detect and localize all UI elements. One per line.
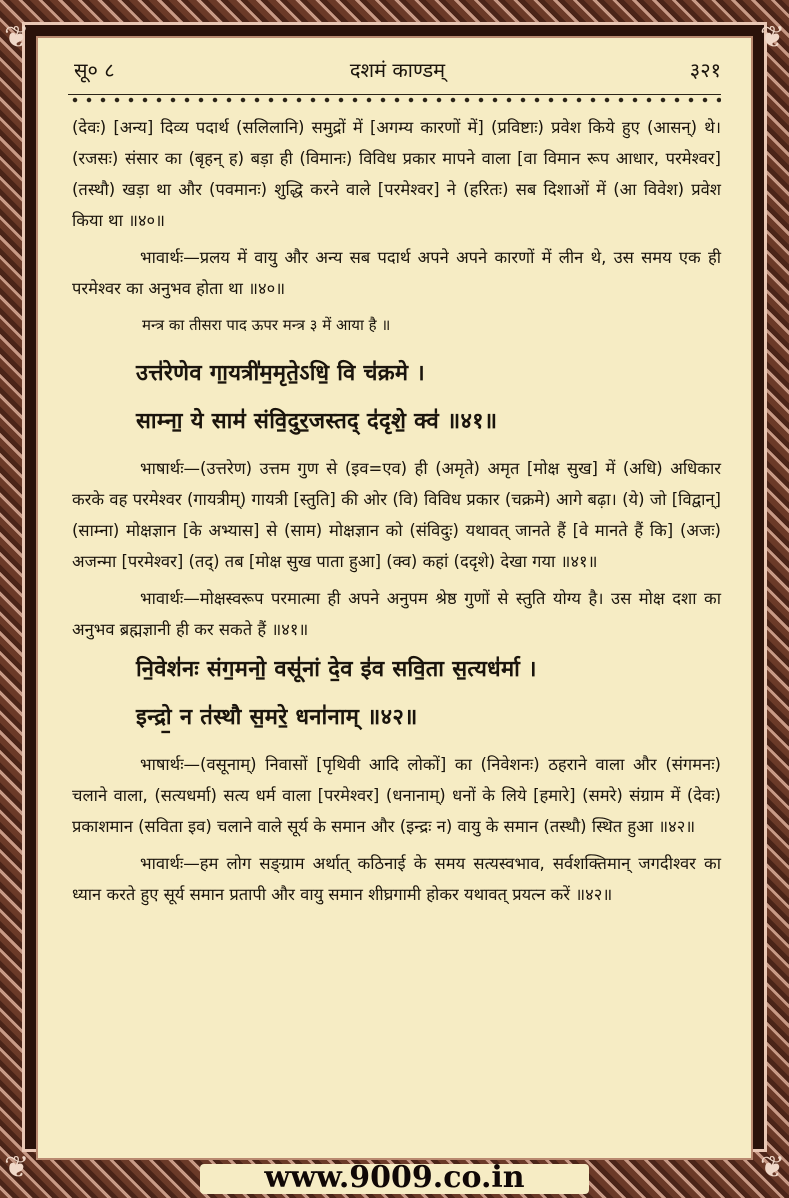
page-body (72, 112, 721, 910)
book-page (36, 36, 753, 1160)
footer-url: www.9009.co.in (264, 1160, 525, 1195)
bhavartha-41: भावार्थः—मोक्षस्वरूप परमात्मा ही अपने अनुपम श्रेष्ठ गुणों से स्तुति योग्य है। उस मोक्ष दशा का अनुभव ब्रह्मज्ञानी ही कर सकते हैं ॥४१॥ (72, 589, 721, 639)
corner-ornament-top-left: ❦ (4, 20, 30, 55)
page-number: ३२१ (689, 58, 721, 82)
bhavartha-40: भावार्थः—प्रलय में वायु और अन्य सब पदार्थ अपने अपने कारणों में लीन थे, उस समय एक ही परमेश्वर का अनुभव होता था ॥४०॥ (72, 248, 721, 298)
mantra-note: मन्त्र का तीसरा पाद ऊपर मन्त्र ३ में आया है ॥ (142, 316, 391, 334)
mantra-42-line-1: नि॒वेश॑नः संग॒मनो॒ वसू॑नां दे॒व इ॑व सवि॒ता स॒त्यध॑र्मा । (136, 656, 537, 682)
mantra-41-line-2: साम्ना॒ ये साम॑ संवि॒दुर॒जस्तद् द॑दृशे॒ क्व॑ ॥४१॥ (136, 408, 498, 434)
translation-40: (देवः) [अन्य] दिव्य पदार्थ (सलिलानि) समुद्रों में [अगम्य कारणों में] (प्रविष्टाः) प्रवेश किये हुए (आसन्) थे। (रजसः) संसार का (बृहन् ह) बड़ा ही (विमानः) विविध प्रकार मापने वाला [वा विमान रूप आधार, परमेश्वर] (तस्थौ) खड़ा था और (पवमानः) शुद्धि करने वाले [परमेश्वर] ने (हरितः) सब दिशाओं में (आ विवेश) प्रवेश किया था ॥४०॥ (72, 118, 721, 230)
corner-ornament-bottom-left: ❦ (4, 1150, 30, 1185)
page-header (74, 56, 721, 90)
bhavartha-42: भावार्थः—हम लोग सङ्ग्राम अर्थात् कठिनाई के समय सत्यस्वभाव, सर्वशक्तिमान् जगदीश्वर का ध्यान करते हुए सूर्य समान प्रतापी और वायु समान शीघ्रगामी होकर यथावत् प्रयत्न करें ॥४२॥ (72, 854, 721, 904)
header-rule (68, 94, 721, 105)
mantra-41-line-1: उत्त॑रेणेव गा॒यत्री॑म॒मृते॒ऽधि॒ वि च॑क्रमे । (136, 360, 425, 386)
corner-ornament-top-right: ❦ (759, 20, 785, 55)
translation-42: भाषार्थः—(वसूनाम्) निवासों [पृथिवी आदि लोकों] का (निवेशनः) ठहराने वाला और (संगमनः) चलाने वाला, (सत्यधर्मा) सत्य धर्म वाला [परमेश्वर] (धनानाम्) धनों के लिये [हमारे] (समरे) संग्राम में (देवः) प्रकाशमान (सविता इव) चलाने वाले सूर्य के समान और (इन्द्रः न) वायु के समान (तस्थौ) स्थित हुआ ॥४२॥ (72, 755, 721, 836)
corner-ornament-bottom-right: ❦ (759, 1150, 785, 1185)
translation-41: भाषार्थः—(उत्तरेण) उत्तम गुण से (इव=एव) ही (अमृते) अमृत [मोक्ष सुख] में (अधि) अधिकार करके वह परमेश्वर (गायत्रीम्) गायत्री [स्तुति] की ओर (वि) विविध प्रकार (चक्रमे) आगे बढ़ा। (ये) जो [विद्वान्] (साम्ना) मोक्षज्ञान [के अभ्यास] से (साम) मोक्षज्ञान को (संविदुः) यथावत् जानते हैं [वे मानते हैं कि] (अजः) अजन्मा [परमेश्वर] (तद्) तब [मोक्ष सुख पाता हुआ] (क्व) कहां (ददृशे) देखा गया ॥४१॥ (72, 459, 721, 571)
mantra-42-line-2: इन्द्रो॒ न त॑स्थौ स॒मरे॒ धना॑नाम् ॥४२॥ (136, 704, 418, 730)
sukta-number: सू० ८ (74, 58, 115, 82)
chapter-title: दशमं काण्डम् (349, 58, 446, 82)
